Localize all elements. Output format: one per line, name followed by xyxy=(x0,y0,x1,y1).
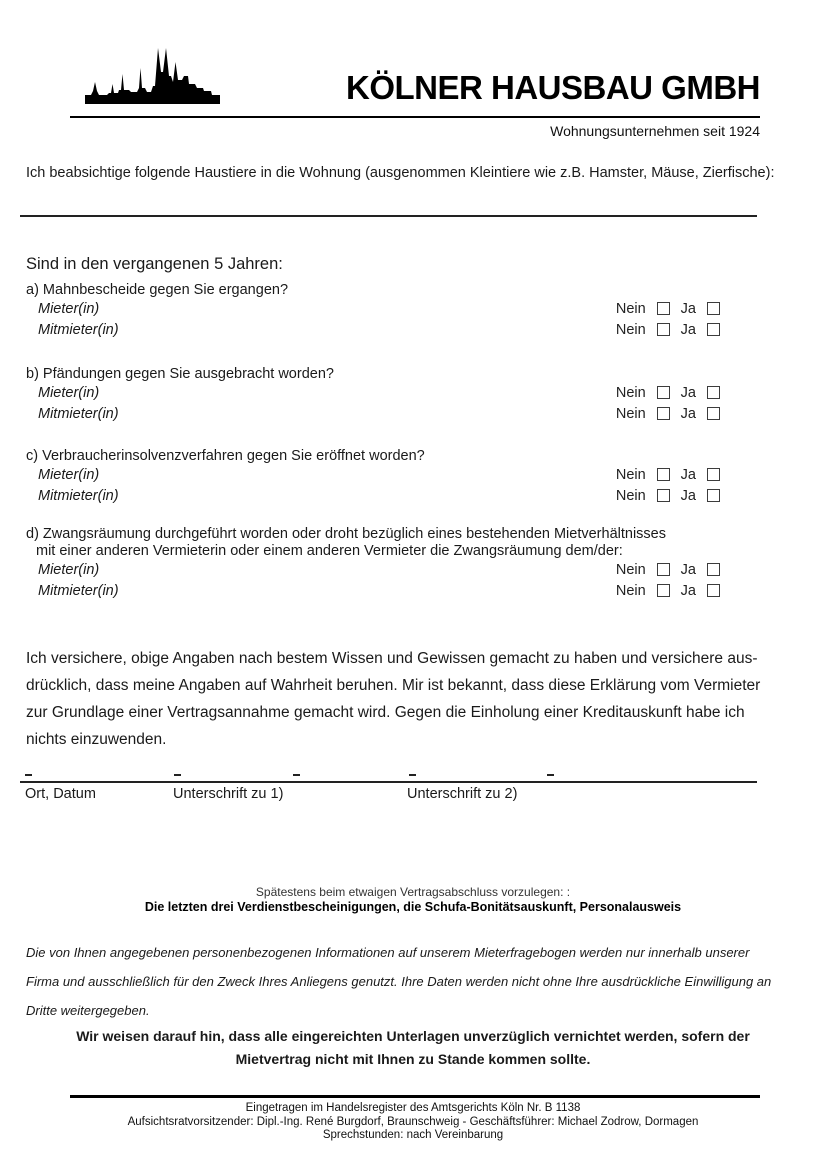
section-heading: Sind in den vergangenen 5 Jahren: xyxy=(26,255,283,273)
question-d-mitmieter-row xyxy=(0,580,826,601)
declaration-line: drücklich, dass meine Angaben auf Wahrheit beruhen. Mir ist bekannt, dass diese Erklärung vom Vermieter xyxy=(26,677,761,694)
nein-label: Nein xyxy=(615,405,646,422)
checkbox-c-mieter-nein[interactable] xyxy=(657,468,670,481)
checkbox-c-mitmieter-nein[interactable] xyxy=(657,489,670,502)
checkbox-d-mieter-ja[interactable] xyxy=(707,563,720,576)
signature2-label: Unterschrift zu 2) xyxy=(407,786,518,802)
mitmieter-label: Mitmieter(in) xyxy=(38,582,119,599)
pets-question-label: Ich beabsichtige folgende Haustiere in die Wohnung (ausgenommen Kleintiere wie z.B. Hamster, Mäuse, Zierfische): xyxy=(26,165,775,181)
checkbox-d-mitmieter-nein[interactable] xyxy=(657,584,670,597)
privacy-line: Dritte weitergegeben. xyxy=(26,1003,150,1018)
question-a-mitmieter-answers xyxy=(616,322,720,338)
ja-label: Ja xyxy=(680,487,696,504)
ja-label: Ja xyxy=(680,384,696,401)
question-a-mieter-row xyxy=(0,298,826,319)
ort-datum-label: Ort, Datum xyxy=(25,786,96,802)
company-tagline: Wohnungsunternehmen seit 1924 xyxy=(550,123,760,139)
mieter-label: Mieter(in) xyxy=(38,561,100,578)
question-a-mieter-answers xyxy=(616,301,720,317)
submission-note xyxy=(0,885,826,914)
question-a-mitmieter-row xyxy=(0,319,826,340)
question-a-label: a) Mahnbescheide gegen Sie ergangen? xyxy=(26,282,289,298)
nein-label: Nein xyxy=(615,561,646,578)
privacy-paragraph xyxy=(26,938,826,1025)
question-b-mieter-answers xyxy=(616,385,720,401)
declaration-line: nichts einzuwenden. xyxy=(26,731,167,748)
checkbox-d-mitmieter-ja[interactable] xyxy=(707,584,720,597)
question-b-mitmieter-row xyxy=(0,403,826,424)
warning-line: Wir weisen darauf hin, dass alle eingereichten Unterlagen unverzüglich vernichtet werden, sofern der xyxy=(76,1028,750,1044)
privacy-line: Die von Ihnen angegebenen personenbezogenen Informationen auf unserem Mieterfragebogen werden nur innerhalb unserer xyxy=(26,945,750,960)
signature-area xyxy=(20,781,757,841)
footer-management-line: Aufsichtsratvorsitzender: Dipl.-Ing. René Burgdorf, Braunschweig - Geschäftsführer: Michael Zodrow, Dormagen xyxy=(127,1115,699,1128)
ja-label: Ja xyxy=(680,466,696,483)
question-c-mitmieter-answers xyxy=(616,488,720,504)
signature-line[interactable] xyxy=(20,781,757,783)
mitmieter-label: Mitmieter(in) xyxy=(38,487,119,504)
header xyxy=(0,0,826,104)
nein-label: Nein xyxy=(615,487,646,504)
pets-answer-line[interactable] xyxy=(20,215,757,217)
mieter-label: Mieter(in) xyxy=(38,300,100,317)
signature-tick xyxy=(547,774,554,776)
question-c-mieter-answers xyxy=(616,467,720,483)
question-c-mitmieter-row xyxy=(0,485,826,506)
ja-label: Ja xyxy=(680,582,696,599)
signature-tick xyxy=(293,774,300,776)
question-c-mieter-row xyxy=(0,464,826,485)
warning-line: Mietvertrag nicht mit Ihnen zu Stande kommen sollte. xyxy=(235,1051,591,1067)
submission-note-intro: Spätestens beim etwaigen Vertragsabschluss vorzulegen: : xyxy=(255,885,571,899)
checkbox-b-mitmieter-nein[interactable] xyxy=(657,407,670,420)
question-b-mieter-row xyxy=(0,382,826,403)
question-d-mieter-answers xyxy=(616,562,720,578)
question-d-label: d) Zwangsräumung durchgeführt worden oder droht bezüglich eines bestehenden Mietverhältnisses xyxy=(26,526,666,542)
checkbox-b-mieter-ja[interactable] xyxy=(707,386,720,399)
required-documents: Die letzten drei Verdienstbescheinigungen, die Schufa-Bonitätsauskunft, Personalausweis xyxy=(144,900,682,914)
question-b-label: b) Pfändungen gegen Sie ausgebracht worden? xyxy=(26,366,334,382)
signature-tick xyxy=(174,774,181,776)
question-b-mitmieter-answers xyxy=(616,406,720,422)
checkbox-a-mieter-nein[interactable] xyxy=(657,302,670,315)
ja-label: Ja xyxy=(680,300,696,317)
checkbox-d-mieter-nein[interactable] xyxy=(657,563,670,576)
question-d-mieter-row xyxy=(0,559,826,580)
signature1-label: Unterschrift zu 1) xyxy=(173,786,284,802)
checkbox-b-mitmieter-ja[interactable] xyxy=(707,407,720,420)
signature-tick xyxy=(25,774,32,776)
mitmieter-label: Mitmieter(in) xyxy=(38,321,119,338)
declaration-paragraph xyxy=(26,645,826,753)
nein-label: Nein xyxy=(615,466,646,483)
company-name: KÖLNER HAUSBAU GMBH xyxy=(346,69,760,106)
ja-label: Ja xyxy=(680,405,696,422)
mitmieter-label: Mitmieter(in) xyxy=(38,405,119,422)
footer-divider xyxy=(70,1095,760,1098)
question-d-mitmieter-answers xyxy=(616,583,720,599)
mieter-label: Mieter(in) xyxy=(38,466,100,483)
footer xyxy=(0,1102,826,1143)
footer-registry-line: Eingetragen im Handelsregister des Amtsgerichts Köln Nr. B 1138 xyxy=(245,1102,581,1114)
signature-tick xyxy=(409,774,416,776)
checkbox-c-mieter-ja[interactable] xyxy=(707,468,720,481)
nein-label: Nein xyxy=(615,321,646,338)
nein-label: Nein xyxy=(615,582,646,599)
header-divider xyxy=(70,116,760,118)
checkbox-a-mieter-ja[interactable] xyxy=(707,302,720,315)
declaration-line: zur Grundlage einer Vertragsannahme gemacht wird. Gegen die Einholung einer Kreditauskunft habe ich xyxy=(26,704,745,721)
footer-hours-line: Sprechstunden: nach Vereinbarung xyxy=(322,1129,504,1141)
nein-label: Nein xyxy=(615,300,646,317)
destruction-warning xyxy=(0,1025,826,1071)
privacy-line: Firma und ausschließlich für den Zweck Ihres Anliegens genutzt. Ihre Daten werden nicht ohne Ihre ausdrückliche Einwilligung an xyxy=(26,974,772,989)
mieter-label: Mieter(in) xyxy=(38,384,100,401)
checkbox-c-mitmieter-ja[interactable] xyxy=(707,489,720,502)
checkbox-a-mitmieter-nein[interactable] xyxy=(657,323,670,336)
checkbox-b-mieter-nein[interactable] xyxy=(657,386,670,399)
question-d-label-line2: mit einer anderen Vermieterin oder einem anderen Vermieter die Zwangsräumung dem/der: xyxy=(36,543,623,559)
nein-label: Nein xyxy=(615,384,646,401)
question-c-label: c) Verbraucherinsolvenzverfahren gegen Sie eröffnet worden? xyxy=(26,448,425,464)
ja-label: Ja xyxy=(680,321,696,338)
ja-label: Ja xyxy=(680,561,696,578)
checkbox-a-mitmieter-ja[interactable] xyxy=(707,323,720,336)
declaration-line: Ich versichere, obige Angaben nach bestem Wissen und Gewissen gemacht zu haben und versichere aus- xyxy=(26,650,758,667)
cologne-skyline-logo xyxy=(85,46,220,104)
